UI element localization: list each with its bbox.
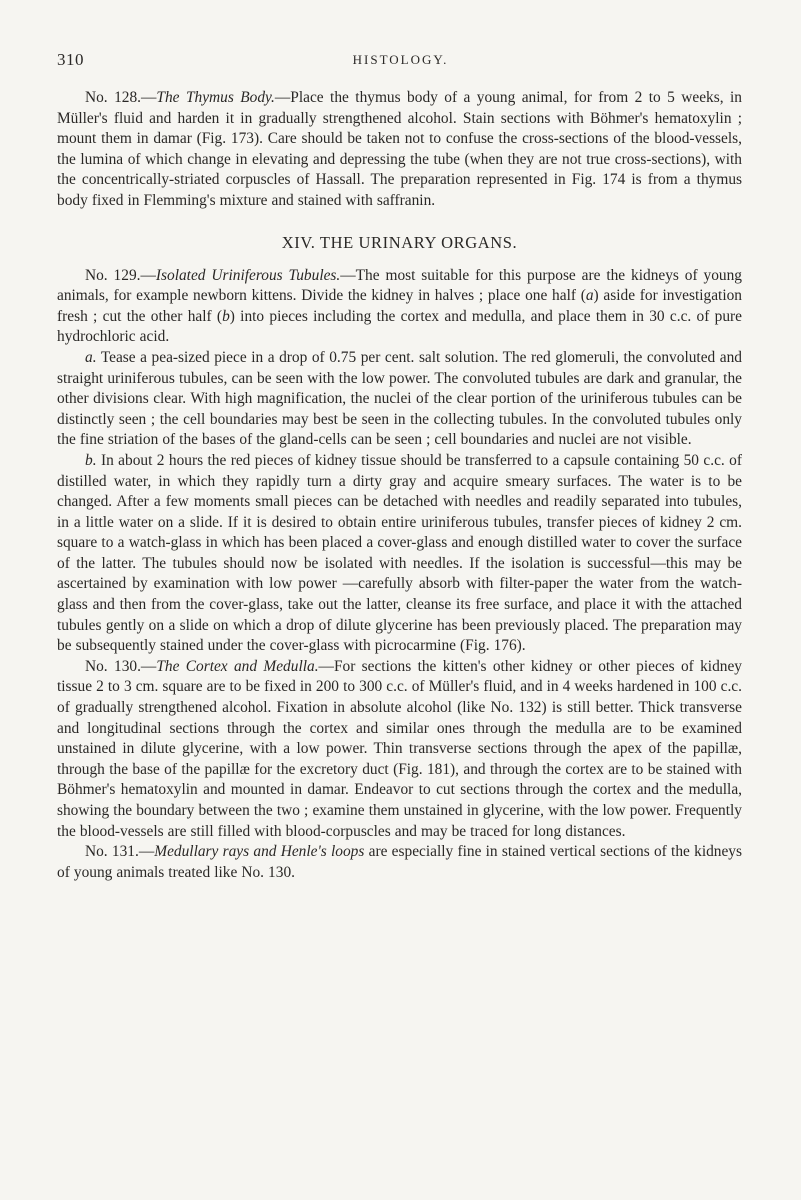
paragraph-text: ) into pieces including the cortex and medulla, and place them in 30 c.c. of pure hydrochloric acid.	[57, 307, 743, 346]
inline-label-b: b	[222, 307, 230, 325]
page-number: 310	[57, 50, 84, 69]
paragraph-text: —For sections the kitten's other kidney or other pieces of kidney tissue 2 to 3 cm. square are to be fixed in 200 to 300 c.c. of Müller's fluid, and in 4 weeks hardened in 100 c.c. of gradually strengthened alcohol. Fixation in absolute alcohol (like No. 132) is still better. Thick transverse and longitudinal sections through the cortex and similar ones through the medulla are to be examined unstained in dilute glycerine, with a low power. Thin transverse sections through the apex of the papillæ, through the base of the papillæ for the excretory duct (Fig. 181), and through the cortex are to be stained with Böhmer's hematoxylin and mounted in damar. Endeavor to cut sections through the cortex and the medulla, showing the boundary between the two ; examine them unstained in glycerine, with the low power. Frequently the blood-vessels are still filled with blood-corpuscles and may be traced for long distances.	[57, 657, 743, 840]
page-header	[57, 50, 744, 72]
paragraph-title: Medullary rays and Henle's loops	[154, 843, 365, 861]
paragraph-129-a	[57, 348, 742, 451]
section-heading: XIV. THE URINARY ORGANS.	[281, 232, 518, 252]
paragraph-lead: No. 128.—	[85, 89, 157, 106]
paragraph-text: In about 2 hours the red pieces of kidney tissue should be transferred to a capsule containing 50 c.c. of distilled water, in which they rapidly turn a dirty gray and acquire smeary surfaces. The water is to be changed. After a few moments small pieces can be detached with needles and readily separated into tubules, in a little water on a slide. If it is desired to obtain entire uriniferous tubules, transfer pieces of kidney 2 cm. square to a watch-glass in which has been placed a cover-glass and enough distilled water to cover the surface of the latter. The tubules should now be isolated with needles. If the isolation is successful—this may be ascertained by examination with low power —carefully absorb with filter-paper the water from the watch-glass and then from the cover-glass, take out the latter, cleanse its free surface, and place it with the attached tubules gently on a slide on which a drop of dilute glycerine has been previously placed. The preparation may be subsequently stained under the cover-glass with picrocarmine (Fig. 176).	[57, 451, 742, 655]
running-head: HISTOLOGY.	[352, 52, 449, 67]
paragraph-title: Isolated Uriniferous Tubules.	[155, 266, 341, 284]
paragraph-title: The Cortex and Medulla.	[156, 657, 319, 675]
subparagraph-label: a.	[85, 348, 97, 366]
paragraph-no-128	[57, 88, 742, 212]
paragraph-text: are especially fine in stained vertical sections of the kidneys of young animals treated like No. 130.	[57, 843, 742, 881]
subparagraph-label: b.	[85, 451, 97, 469]
paragraph-title: The Thymus Body.	[156, 89, 275, 106]
paragraph-text: —Place the thymus body of a young animal, for from 2 to 5 weeks, in Müller's fluid and harden it in gradually strengthened alcohol. Stain sections with Böhmer's hematoxylin ; mount them in damar (Fig. 173). Care should be taken not to confuse the cross-sections of the blood-vessels, the lumina of which change in elevating and depressing the tube (when they are not true cross-sections), with the concentrically-striated corpuscles of Hassall. The preparation represented in Fig. 174 is from a thymus body fixed in Flemming's mixture and stained with saffranin.	[57, 89, 743, 209]
paragraph-no-129	[57, 266, 742, 348]
paragraph-lead: No. 131.—	[85, 843, 155, 861]
paragraph-129-b	[57, 451, 742, 657]
paragraph-no-131	[57, 842, 742, 883]
paragraph-no-130	[57, 657, 742, 842]
paragraph-lead: No. 129.—	[85, 266, 156, 284]
paragraph-text: ) aside for investigation fresh ; cut the other half (	[57, 287, 742, 325]
paragraph-text: Tease a pea-sized piece in a drop of 0.75 per cent. salt solution. The red glomeruli, the convoluted and straight uriniferous tubules, can be seen with the low power. The convoluted tubules are dark and granular, the other divisions clear. With high magnification, the nuclei of the clear portion of the uriniferous tubules can be distinctly seen ; the cell boundaries may best be seen in the collecting tubules. In the convoluted tubules only the fine striation of the bases of the gland-cells can be seen ; cell boundaries and nuclei are not visible.	[57, 348, 742, 449]
paragraph-lead: No. 130.—	[85, 657, 157, 675]
paragraph-text: —The most suitable for this purpose are the kidneys of young animals, for example newborn kittens. Divide the kidney in halves ; place one half (	[57, 266, 742, 305]
page-body	[57, 88, 742, 883]
inline-label-a: a	[585, 287, 594, 305]
